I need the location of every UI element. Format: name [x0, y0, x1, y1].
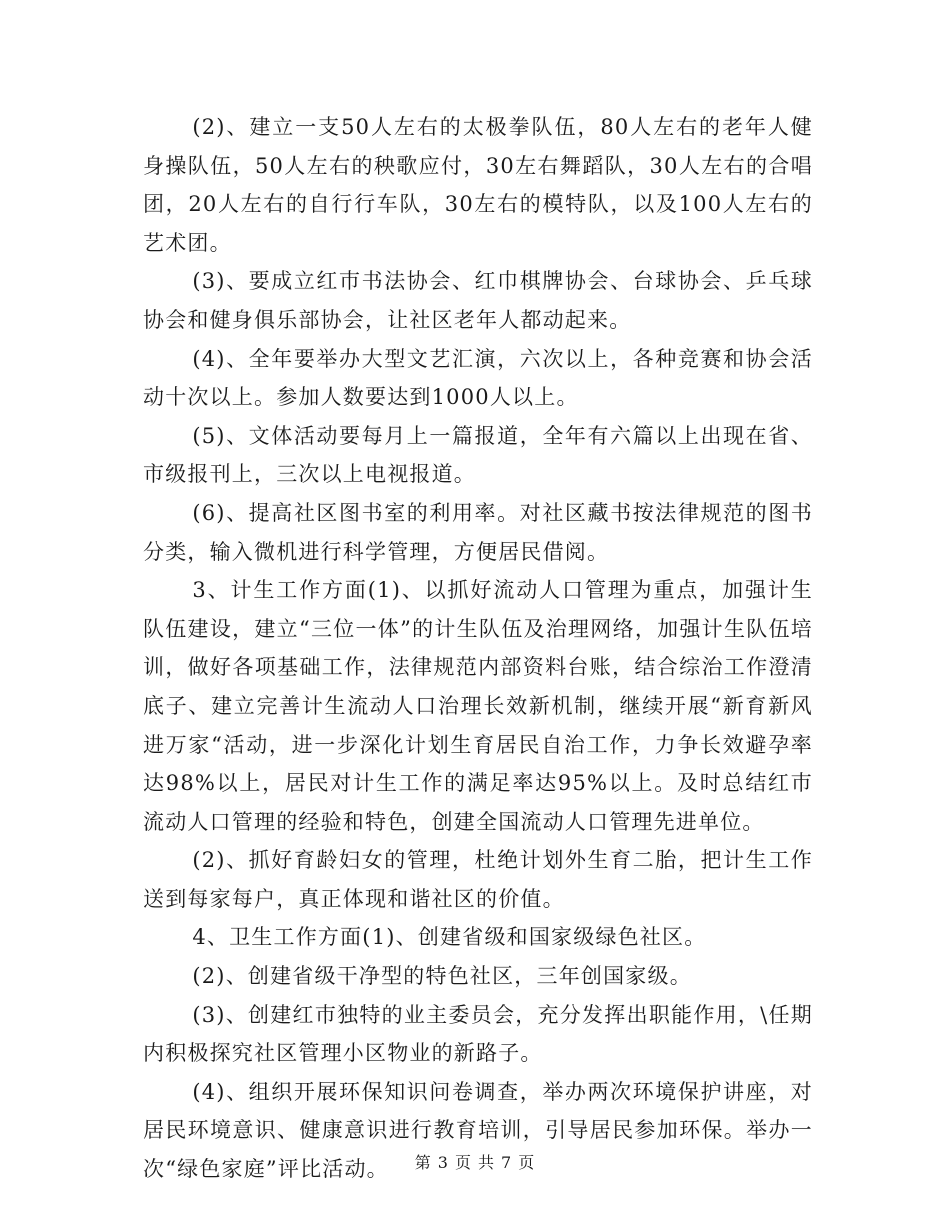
footer-total-pages: 7 [501, 1153, 513, 1172]
paragraph-reports: (5)、文体活动要每月上一篇报道，全年有六篇以上出现在省、市级报刊上，三次以上电视报道。 [143, 423, 813, 487]
page-footer [0, 1150, 950, 1173]
footer-suffix: 页 [518, 1153, 536, 1172]
footer-page-number: 3 [437, 1153, 449, 1172]
paragraph-library: (6)、提高社区图书室的利用率。对社区藏书按法律规范的图书分类，输入微机进行科学管理，方便居民借阅。 [143, 500, 813, 564]
paragraph-associations: (3)、要成立红巿书法协会、红巾棋牌协会、台球协会、乒乓球协会和健身俱乐部协会，让社区老年人都动起来。 [143, 269, 813, 332]
paragraph-performances: (4)、全年要举办大型文艺汇演，六次以上，各种竞赛和协会活动十次以上。参加人数要达到1000人以上。 [143, 346, 813, 410]
paragraph-clean-community: (2)、创建省级干净型的特色社区，三年创国家级。 [192, 964, 692, 989]
paragraph-family-planning: 3、计生工作方面(1)、以抓好流动人口管理为重点，加强计生队伍建设，建立“三位一体”的计生队伍及治理网络，加强计生队伍培训，做好各项基础工作，法律规范内部资料台账，结合综治工作澄清底子、建立完善计生流动人口治理长效新机制，继续开展“新育新风进万家“活动，进一步深化计划生育居民自治工作，力争长效避孕率达98%以上，居民对计生工作的满足率达95%以上。及时总结红巿流动人口管理的经验和特色，创建全国流动人口管理先进单位。 [143, 578, 813, 834]
paragraph-taiji-teams: (2)、建立一支50人左右的太极拳队伍，80人左右的老年人健身操队伍，50人左右的秧歌应付，30左右舞蹈队，30人左右的合唱团，20人左右的自行行车队，30左右的模特队，以及100人左右的艺术团。 [143, 115, 813, 255]
paragraph-women-management: (2)、抓好育龄妇女的管理，杜绝计划外生育二胎，把计生工作送到每家每户，真正体现和谐社区的价值。 [143, 848, 813, 911]
footer-middle: 页 共 [454, 1153, 496, 1172]
paragraph-owners-committee: (3)、创建红巿独特的业主委员会，充分发挥出职能作用，\任期内积极探究社区管理小区物业的新路子。 [143, 1002, 813, 1066]
paragraph-environment-survey: (4)、组织开展环保知识问卷调查，举办两次环境保护讲座，对居民环境意识、健康意识进行教育培训，引导居民参加环保。举办一次“绿色家庭”评比活动。 [143, 1079, 813, 1182]
footer-prefix: 第 [414, 1153, 432, 1172]
document-body [143, 108, 813, 1189]
paragraph-health-work: 4、卫生工作方面(1)、创建省级和国家级绿色社区。 [192, 925, 707, 950]
